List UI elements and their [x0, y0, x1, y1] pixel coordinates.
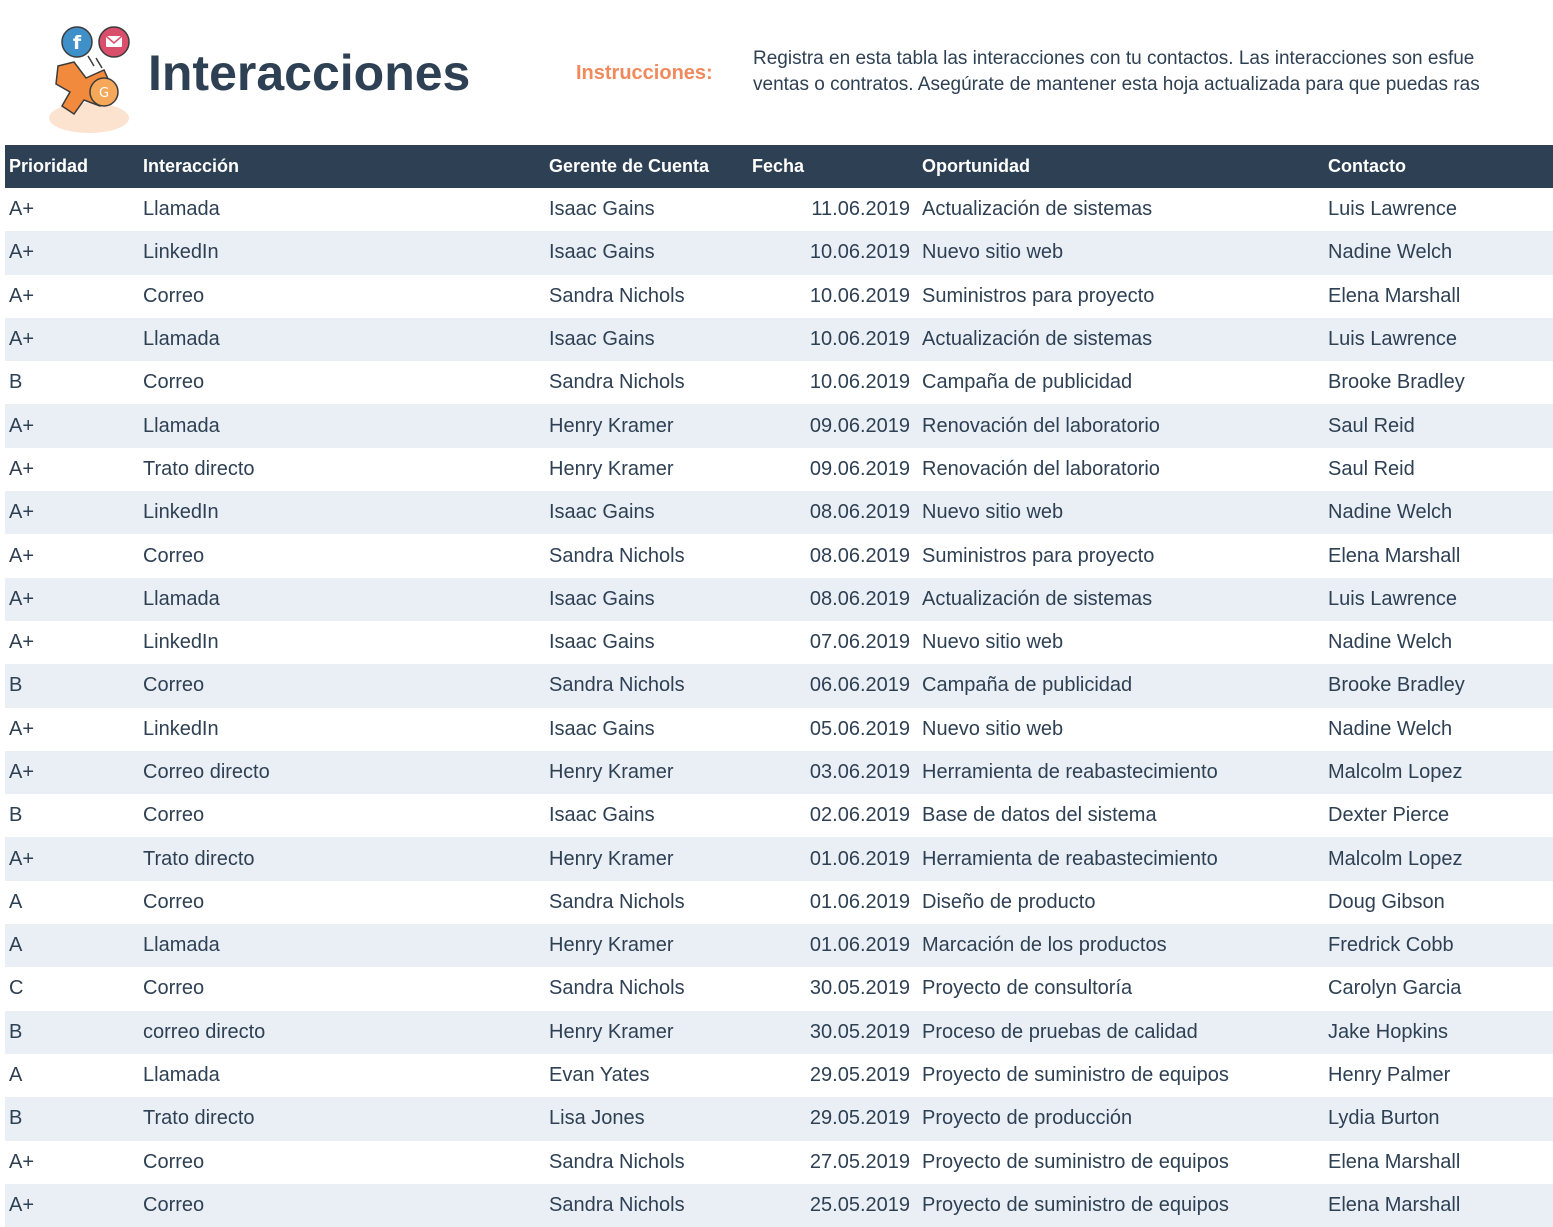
cell-fecha[interactable]: 08.06.2019: [748, 491, 918, 534]
cell-prioridad[interactable]: A+: [5, 578, 139, 621]
cell-contacto[interactable]: Nadine Welch: [1328, 631, 1453, 654]
cell-interaccion[interactable]: correo directo: [139, 1011, 545, 1054]
cell-oportunidad[interactable]: Campaña de publicidad: [922, 371, 1133, 394]
cell-oportunidad[interactable]: Nuevo sitio web: [922, 717, 1064, 740]
cell-prioridad[interactable]: A+: [5, 231, 139, 274]
cell-contacto[interactable]: Luis Lawrence: [1324, 578, 1553, 621]
column-header-interaccion[interactable]: Interacción: [139, 145, 545, 188]
table-row[interactable]: [5, 275, 1553, 318]
cell-oportunidad[interactable]: Proceso de pruebas de calidad: [918, 1011, 1324, 1054]
cell-fecha[interactable]: 08.06.2019: [809, 544, 910, 567]
cell-interaccion[interactable]: Llamada: [139, 404, 545, 447]
cell-fecha[interactable]: 25.05.2019: [748, 1184, 918, 1227]
cell-gerente[interactable]: Sandra Nichols: [545, 664, 748, 707]
table-row[interactable]: [5, 1097, 1553, 1140]
cell-interaccion[interactable]: Correo: [143, 890, 205, 913]
cell-oportunidad[interactable]: Actualización de sistemas: [918, 578, 1324, 621]
cell-gerente[interactable]: Isaac Gains: [549, 198, 655, 221]
cell-gerente[interactable]: Isaac Gains: [545, 231, 748, 274]
cell-interaccion[interactable]: Correo directo: [139, 751, 545, 794]
cell-fecha[interactable]: 09.06.2019: [748, 404, 918, 447]
cell-fecha[interactable]: 01.06.2019: [748, 924, 918, 967]
cell-contacto[interactable]: Elena Marshall: [1328, 1150, 1461, 1173]
cell-contacto[interactable]: Fredrick Cobb: [1324, 924, 1553, 967]
sheet-header: [0, 0, 1553, 144]
cell-contacto[interactable]: Malcolm Lopez: [1324, 837, 1553, 880]
cell-contacto[interactable]: Luis Lawrence: [1328, 198, 1457, 221]
cell-contacto[interactable]: Henry Palmer: [1328, 1064, 1451, 1087]
cell-prioridad[interactable]: A+: [5, 751, 139, 794]
cell-contacto[interactable]: Elena Marshall: [1328, 544, 1461, 567]
cell-gerente[interactable]: Sandra Nichols: [549, 371, 685, 394]
column-header-oportunidad[interactable]: Oportunidad: [918, 145, 1324, 188]
cell-interaccion[interactable]: Correo: [143, 371, 205, 394]
cell-interaccion[interactable]: Correo: [143, 284, 205, 307]
svg-text:G: G: [98, 86, 110, 101]
cell-contacto[interactable]: Saul Reid: [1328, 457, 1415, 480]
cell-oportunidad[interactable]: Campaña de publicidad: [918, 664, 1324, 707]
cell-contacto[interactable]: Nadine Welch: [1324, 231, 1553, 274]
instructions-line-2: ventas o contratos. Asegúrate de mantener esta hoja actualizada para que puedas ras: [753, 74, 1480, 95]
cell-contacto[interactable]: Carolyn Garcia: [1328, 977, 1462, 1000]
cell-prioridad[interactable]: A+: [9, 717, 35, 740]
cell-gerente[interactable]: Sandra Nichols: [549, 1150, 685, 1173]
cell-contacto[interactable]: Lydia Burton: [1324, 1097, 1553, 1140]
cell-gerente[interactable]: Sandra Nichols: [549, 284, 685, 307]
cell-fecha[interactable]: 29.05.2019: [809, 1064, 910, 1087]
table-row[interactable]: [5, 751, 1553, 794]
cell-gerente[interactable]: Isaac Gains: [549, 717, 655, 740]
table-row[interactable]: [5, 881, 1553, 924]
cell-gerente[interactable]: Isaac Gains: [545, 318, 748, 361]
cell-oportunidad[interactable]: Base de datos del sistema: [922, 804, 1157, 827]
cell-oportunidad[interactable]: Marcación de los productos: [918, 924, 1324, 967]
cell-fecha[interactable]: 01.06.2019: [809, 890, 910, 913]
cell-prioridad[interactable]: A+: [5, 491, 139, 534]
cell-oportunidad[interactable]: Suministros para proyecto: [922, 284, 1155, 307]
cell-fecha[interactable]: 30.05.2019: [748, 1011, 918, 1054]
cell-contacto[interactable]: Doug Gibson: [1328, 890, 1445, 913]
table-row[interactable]: [5, 837, 1553, 880]
cell-prioridad[interactable]: A+: [9, 631, 35, 654]
cell-oportunidad[interactable]: Herramienta de reabastecimiento: [918, 751, 1324, 794]
column-header-prioridad[interactable]: Prioridad: [5, 145, 139, 188]
cell-oportunidad[interactable]: Proyecto de consultoría: [922, 977, 1133, 1000]
table-row[interactable]: [5, 708, 1553, 751]
cell-oportunidad[interactable]: Actualización de sistemas: [918, 318, 1324, 361]
table-row[interactable]: [5, 491, 1553, 534]
cell-prioridad[interactable]: A+: [9, 198, 35, 221]
cell-prioridad[interactable]: A+: [5, 404, 139, 447]
table-row[interactable]: [5, 664, 1553, 707]
cell-prioridad[interactable]: A: [5, 924, 139, 967]
cell-gerente[interactable]: Lisa Jones: [545, 1097, 748, 1140]
page-title: Interacciones: [148, 45, 471, 101]
cell-gerente[interactable]: Henry Kramer: [549, 457, 674, 480]
cell-oportunidad[interactable]: Proyecto de suministro de equipos: [922, 1150, 1229, 1173]
cell-gerente[interactable]: Sandra Nichols: [545, 1184, 748, 1227]
cell-interaccion[interactable]: Llamada: [139, 924, 545, 967]
cell-fecha[interactable]: 02.06.2019: [809, 804, 910, 827]
cell-oportunidad[interactable]: Renovación del laboratorio: [918, 404, 1324, 447]
cell-prioridad[interactable]: A+: [5, 318, 139, 361]
table-row[interactable]: [5, 231, 1553, 274]
instructions-line-1: Registra en esta tabla las interacciones con tu contactos. Las interacciones son esfue: [753, 48, 1475, 69]
table-row[interactable]: [5, 794, 1553, 837]
cell-interaccion[interactable]: Llamada: [139, 318, 545, 361]
cell-fecha[interactable]: 11.06.2019: [811, 198, 910, 221]
cell-fecha[interactable]: 29.05.2019: [748, 1097, 918, 1140]
cell-prioridad[interactable]: C: [9, 977, 24, 1000]
cell-fecha[interactable]: 10.06.2019: [809, 371, 910, 394]
cell-interaccion[interactable]: Llamada: [139, 578, 545, 621]
svg-text:f: f: [72, 32, 82, 54]
cell-oportunidad[interactable]: Actualización de sistemas: [922, 198, 1153, 221]
cell-prioridad[interactable]: B: [5, 664, 139, 707]
cell-gerente[interactable]: Evan Yates: [549, 1064, 650, 1087]
cell-oportunidad[interactable]: Nuevo sitio web: [918, 231, 1324, 274]
cell-contacto[interactable]: Luis Lawrence: [1324, 318, 1553, 361]
cell-gerente[interactable]: Isaac Gains: [545, 578, 748, 621]
column-header-gerente[interactable]: Gerente de Cuenta: [545, 145, 748, 188]
cell-prioridad[interactable]: A+: [9, 284, 35, 307]
interactions-table: [5, 145, 1553, 1227]
cell-oportunidad[interactable]: Nuevo sitio web: [922, 631, 1064, 654]
table-row[interactable]: [5, 967, 1553, 1010]
table-row[interactable]: [5, 924, 1553, 967]
table-body: [5, 188, 1553, 1227]
cell-gerente[interactable]: Henry Kramer: [545, 837, 748, 880]
table-row[interactable]: [5, 578, 1553, 621]
cell-gerente[interactable]: Henry Kramer: [545, 1011, 748, 1054]
table-row[interactable]: [5, 621, 1553, 664]
cell-fecha[interactable]: 10.06.2019: [748, 318, 918, 361]
cell-interaccion[interactable]: LinkedIn: [139, 491, 545, 534]
cell-prioridad[interactable]: B: [5, 1011, 139, 1054]
cell-prioridad[interactable]: A+: [9, 1150, 35, 1173]
cell-interaccion[interactable]: Correo: [139, 664, 545, 707]
cell-prioridad[interactable]: A+: [9, 457, 35, 480]
cell-oportunidad[interactable]: Herramienta de reabastecimiento: [918, 837, 1324, 880]
cell-fecha[interactable]: 06.06.2019: [748, 664, 918, 707]
cell-interaccion[interactable]: Trato directo: [139, 1097, 545, 1140]
cell-interaccion[interactable]: Correo: [143, 1150, 205, 1173]
column-header-fecha[interactable]: Fecha: [748, 145, 918, 188]
table-row[interactable]: [5, 534, 1553, 577]
cell-gerente[interactable]: Sandra Nichols: [549, 544, 685, 567]
cell-interaccion[interactable]: LinkedIn: [139, 231, 545, 274]
cell-interaccion[interactable]: Trato directo: [143, 457, 255, 480]
cell-prioridad[interactable]: B: [5, 1097, 139, 1140]
cell-contacto[interactable]: Jake Hopkins: [1324, 1011, 1553, 1054]
cell-fecha[interactable]: 07.06.2019: [809, 631, 910, 654]
cell-prioridad[interactable]: A+: [5, 1184, 139, 1227]
cell-interaccion[interactable]: LinkedIn: [143, 631, 219, 654]
cell-oportunidad[interactable]: Diseño de producto: [922, 890, 1096, 913]
table-row[interactable]: [5, 404, 1553, 447]
table-row[interactable]: [5, 1184, 1553, 1227]
social-network-illustration-icon: [44, 22, 134, 136]
instructions-text: [753, 46, 1553, 102]
cell-interaccion[interactable]: Correo: [143, 544, 205, 567]
cell-interaccion[interactable]: Llamada: [143, 1064, 220, 1087]
cell-contacto[interactable]: Elena Marshall: [1324, 1184, 1553, 1227]
table-row[interactable]: [5, 1011, 1553, 1054]
cell-fecha[interactable]: 09.06.2019: [809, 457, 910, 480]
cell-contacto[interactable]: Brooke Bradley: [1328, 371, 1465, 394]
table-row[interactable]: [5, 188, 1553, 231]
table-row[interactable]: [5, 361, 1553, 404]
cell-interaccion[interactable]: Correo: [143, 977, 205, 1000]
cell-gerente[interactable]: Isaac Gains: [549, 804, 655, 827]
cell-prioridad[interactable]: B: [9, 804, 23, 827]
cell-prioridad[interactable]: A+: [9, 544, 35, 567]
cell-fecha[interactable]: 27.05.2019: [809, 1150, 910, 1173]
interactions-table-container: [5, 145, 1553, 1216]
column-header-contacto[interactable]: Contacto: [1324, 145, 1553, 188]
cell-fecha[interactable]: 03.06.2019: [748, 751, 918, 794]
table-row[interactable]: [5, 1054, 1553, 1097]
cell-interaccion[interactable]: Correo: [143, 804, 205, 827]
cell-contacto[interactable]: Elena Marshall: [1328, 284, 1461, 307]
cell-interaccion[interactable]: Trato directo: [139, 837, 545, 880]
cell-fecha[interactable]: 10.06.2019: [809, 284, 910, 307]
cell-fecha[interactable]: 05.06.2019: [809, 717, 910, 740]
cell-gerente[interactable]: Sandra Nichols: [549, 977, 685, 1000]
cell-gerente[interactable]: Sandra Nichols: [549, 890, 685, 913]
cell-oportunidad[interactable]: Nuevo sitio web: [918, 491, 1324, 534]
cell-gerente[interactable]: Isaac Gains: [549, 631, 655, 654]
cell-contacto[interactable]: Dexter Pierce: [1328, 804, 1450, 827]
cell-oportunidad[interactable]: Suministros para proyecto: [922, 544, 1155, 567]
table-row[interactable]: [5, 318, 1553, 361]
cell-prioridad[interactable]: B: [9, 371, 23, 394]
cell-contacto[interactable]: Brooke Bradley: [1324, 664, 1553, 707]
cell-gerente[interactable]: Isaac Gains: [545, 491, 748, 534]
table-row[interactable]: [5, 1141, 1553, 1184]
cell-fecha[interactable]: 08.06.2019: [748, 578, 918, 621]
cell-interaccion[interactable]: Llamada: [143, 198, 220, 221]
cell-prioridad[interactable]: A+: [5, 837, 139, 880]
cell-gerente[interactable]: Henry Kramer: [545, 751, 748, 794]
cell-fecha[interactable]: 10.06.2019: [748, 231, 918, 274]
cell-gerente[interactable]: Henry Kramer: [545, 404, 748, 447]
cell-contacto[interactable]: Nadine Welch: [1324, 491, 1553, 534]
cell-oportunidad[interactable]: Proyecto de suministro de equipos: [918, 1184, 1324, 1227]
table-row[interactable]: [5, 448, 1553, 491]
cell-contacto[interactable]: Saul Reid: [1324, 404, 1553, 447]
cell-interaccion[interactable]: Correo: [139, 1184, 545, 1227]
cell-contacto[interactable]: Malcolm Lopez: [1324, 751, 1553, 794]
cell-interaccion[interactable]: LinkedIn: [143, 717, 219, 740]
cell-gerente[interactable]: Henry Kramer: [545, 924, 748, 967]
table-header-row: [5, 145, 1553, 188]
cell-contacto[interactable]: Nadine Welch: [1328, 717, 1453, 740]
cell-oportunidad[interactable]: Renovación del laboratorio: [922, 457, 1160, 480]
cell-prioridad[interactable]: A: [9, 890, 23, 913]
cell-prioridad[interactable]: A: [9, 1064, 23, 1087]
cell-fecha[interactable]: 30.05.2019: [809, 977, 910, 1000]
cell-oportunidad[interactable]: Proyecto de suministro de equipos: [922, 1064, 1229, 1087]
cell-oportunidad[interactable]: Proyecto de producción: [918, 1097, 1324, 1140]
cell-fecha[interactable]: 01.06.2019: [748, 837, 918, 880]
instructions-label: Instrucciones:: [576, 62, 713, 84]
